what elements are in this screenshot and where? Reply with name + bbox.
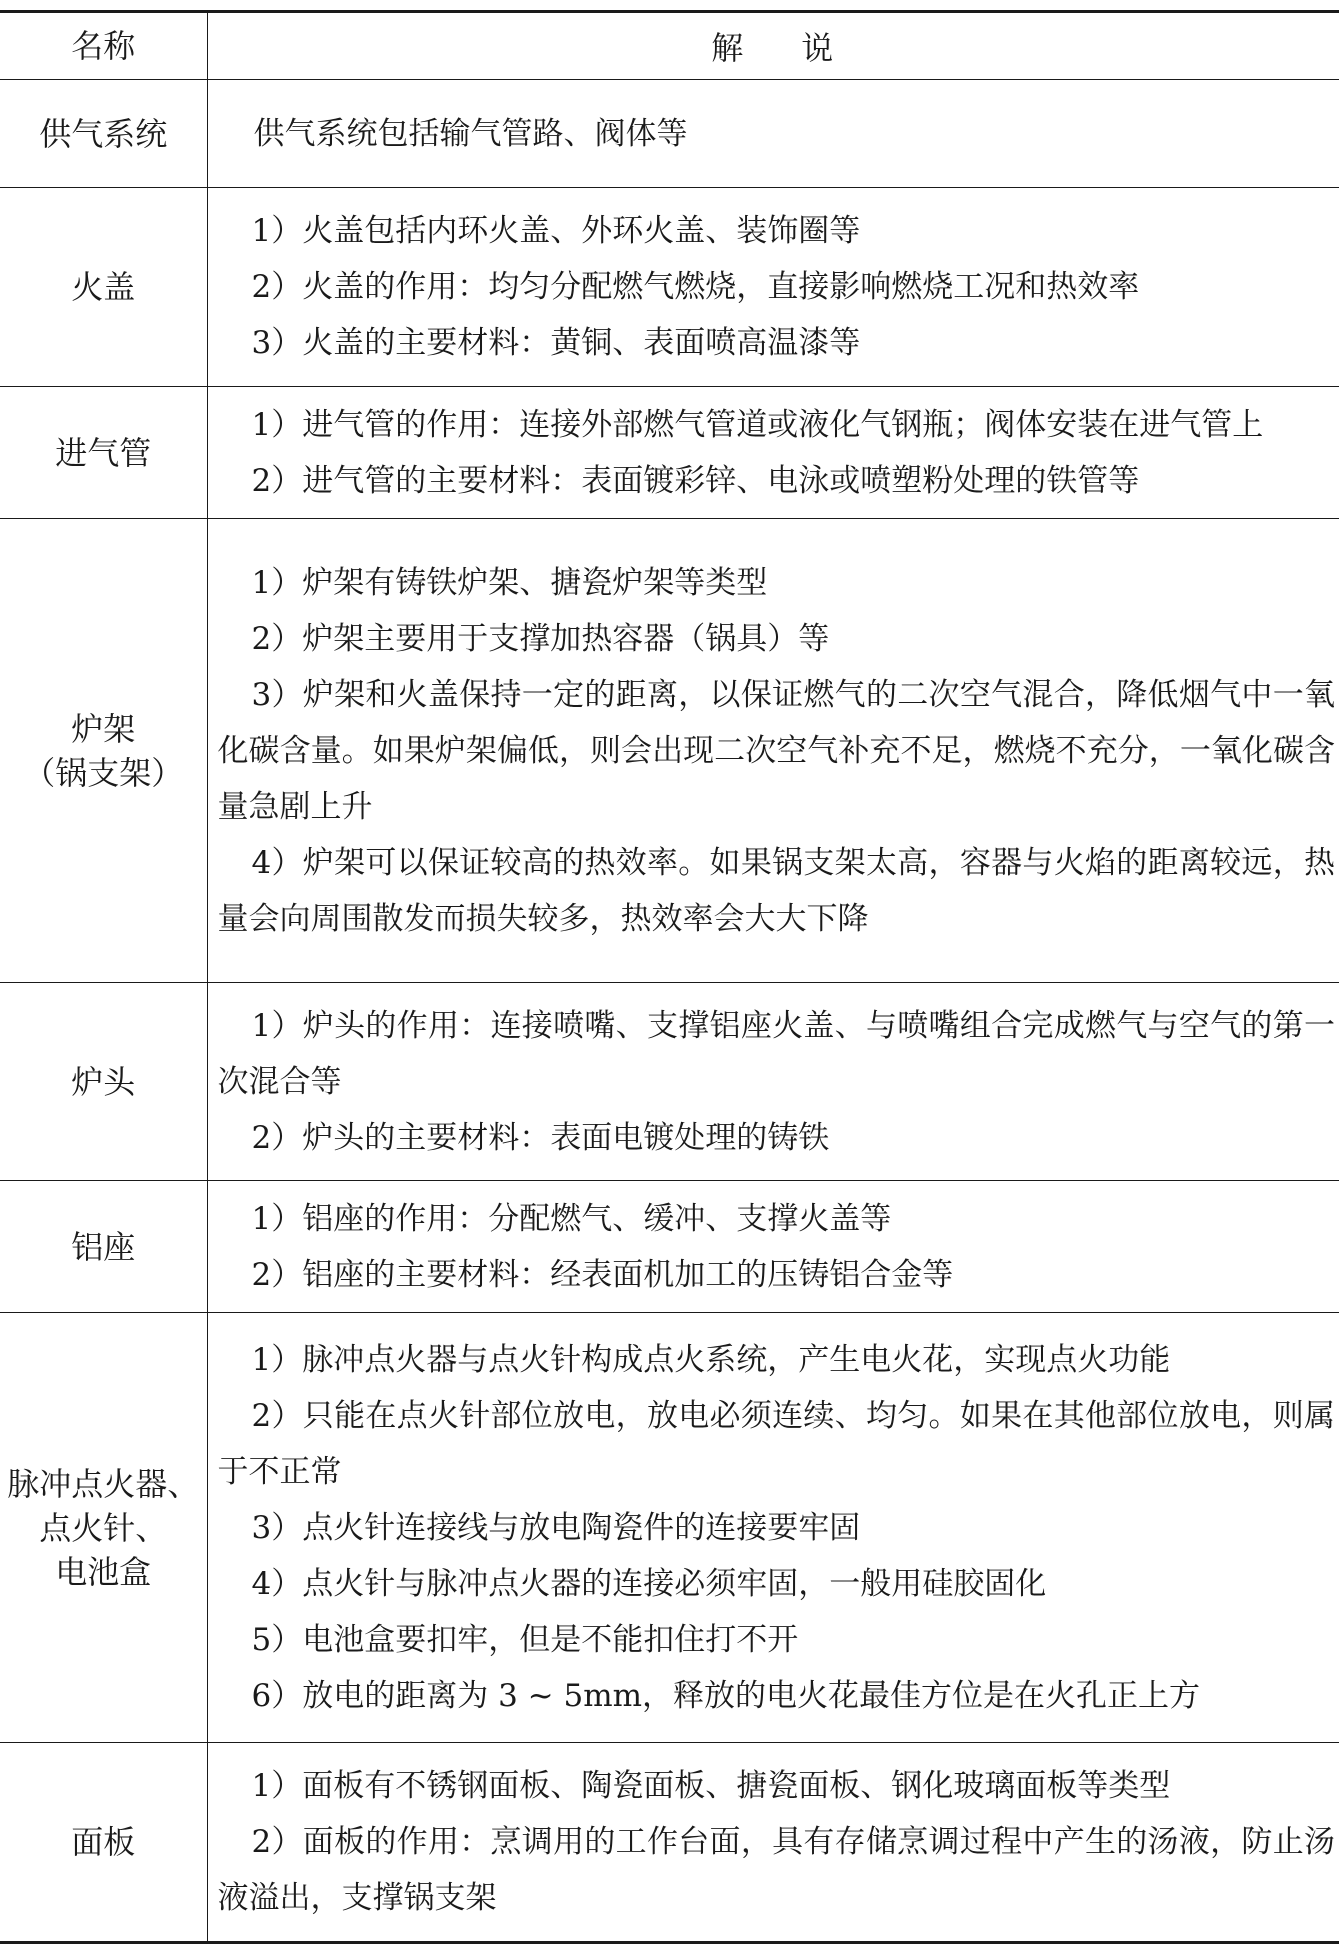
row-description	[207, 519, 1339, 983]
row-name-line: 点火针、	[39, 1508, 168, 1547]
header-desc-char-1: 解	[711, 29, 746, 67]
desc-line: 1）炉架有铸铁炉架、搪瓷炉架等类型	[251, 564, 768, 601]
table-row	[0, 1313, 1339, 1743]
desc-line: 2）进气管的主要材料：表面镀彩锌、电泳或喷塑粉处理的铁管等	[251, 462, 1140, 499]
row-description	[207, 1181, 1339, 1313]
table-row	[0, 188, 1339, 387]
desc-line: 1）铝座的作用：分配燃气、缓冲、支撑火盖等	[251, 1200, 892, 1237]
row-description	[207, 80, 1339, 188]
row-name: 进气管	[0, 387, 207, 519]
desc-line: 3）火盖的主要材料：黄铜、表面喷高温漆等	[251, 325, 861, 361]
row-name: 炉头	[0, 983, 207, 1181]
desc-line: 4）点火针与脉冲点火器的连接必须牢固，一般用硅胶固化	[251, 1565, 1047, 1602]
desc-line: 2）只能在点火针部位放电，放电必须连续、均匀。如果在其他部位放电，则属于不正常	[217, 1397, 1335, 1490]
component-table	[0, 10, 1339, 1944]
header-name: 名称	[0, 12, 207, 80]
row-name: 火盖	[0, 188, 207, 387]
table-row	[0, 519, 1339, 983]
desc-line: 3）炉架和火盖保持一定的距离，以保证燃气的二次空气混合，降低烟气中一氧化碳含量。如果炉架偏低，则会出现二次空气补充不足，燃烧不充分，一氧化碳含量急剧上升	[217, 676, 1335, 825]
row-name-line: （锅支架）	[23, 753, 184, 792]
desc-line: 4）炉架可以保证较高的热效率。如果锅支架太高，容器与火焰的距离较远，热量会向周围散发而损失较多，热效率会大大下降	[217, 844, 1335, 937]
row-name-line: 电池盒	[55, 1552, 152, 1591]
header-desc-char-2: 说	[801, 29, 836, 67]
desc-line: 2）炉架主要用于支撑加热容器（锅具）等	[251, 620, 830, 657]
table-row	[0, 80, 1339, 188]
row-name	[0, 519, 207, 983]
row-name	[0, 1313, 207, 1743]
row-name-line: 炉架	[71, 709, 136, 748]
desc-line: 5）电池盒要扣牢，但是不能扣住打不开	[251, 1621, 799, 1658]
desc-line: 2）炉头的主要材料：表面电镀处理的铸铁	[251, 1119, 830, 1156]
table-row	[0, 983, 1339, 1181]
header-description	[207, 12, 1339, 80]
row-description	[207, 1743, 1339, 1943]
desc-line: 1）面板有不锈钢面板、陶瓷面板、搪瓷面板、钢化玻璃面板等类型	[251, 1768, 1171, 1804]
desc-line: 1）脉冲点火器与点火针构成点火系统，产生电火花，实现点火功能	[251, 1341, 1171, 1378]
desc-line: 1）炉头的作用：连接喷嘴、支撑铝座火盖、与喷嘴组合完成燃气与空气的第一次混合等	[217, 1007, 1335, 1100]
row-description	[207, 1313, 1339, 1743]
desc-line: 供气系统包括输气管路、阀体等	[253, 115, 688, 152]
desc-line: 2）面板的作用：烹调用的工作台面，具有存储烹调过程中产生的汤液，防止汤液溢出，支撑锅支架	[217, 1824, 1335, 1916]
desc-line: 6）放电的距离为 3 ~ 5mm，释放的电火花最佳方位是在火孔正上方	[251, 1677, 1200, 1714]
desc-line: 3）点火针连接线与放电陶瓷件的连接要牢固	[251, 1509, 861, 1546]
desc-line: 1）进气管的作用：连接外部燃气管道或液化气钢瓶；阀体安装在进气管上	[251, 406, 1264, 443]
row-name: 供气系统	[0, 80, 207, 188]
desc-line: 2）铝座的主要材料：经表面机加工的压铸铝合金等	[251, 1256, 954, 1293]
row-description	[207, 188, 1339, 387]
row-name-line: 脉冲点火器、	[7, 1464, 200, 1503]
table-row	[0, 1743, 1339, 1943]
row-name: 铝座	[0, 1181, 207, 1313]
table-header-row	[0, 12, 1339, 80]
row-description	[207, 387, 1339, 519]
table-row	[0, 387, 1339, 519]
row-name: 面板	[0, 1743, 207, 1943]
row-description	[207, 983, 1339, 1181]
desc-line: 2）火盖的作用：均匀分配燃气燃烧，直接影响燃烧工况和热效率	[251, 269, 1140, 305]
desc-line: 1）火盖包括内环火盖、外环火盖、装饰圈等	[251, 213, 861, 249]
table-row	[0, 1181, 1339, 1313]
